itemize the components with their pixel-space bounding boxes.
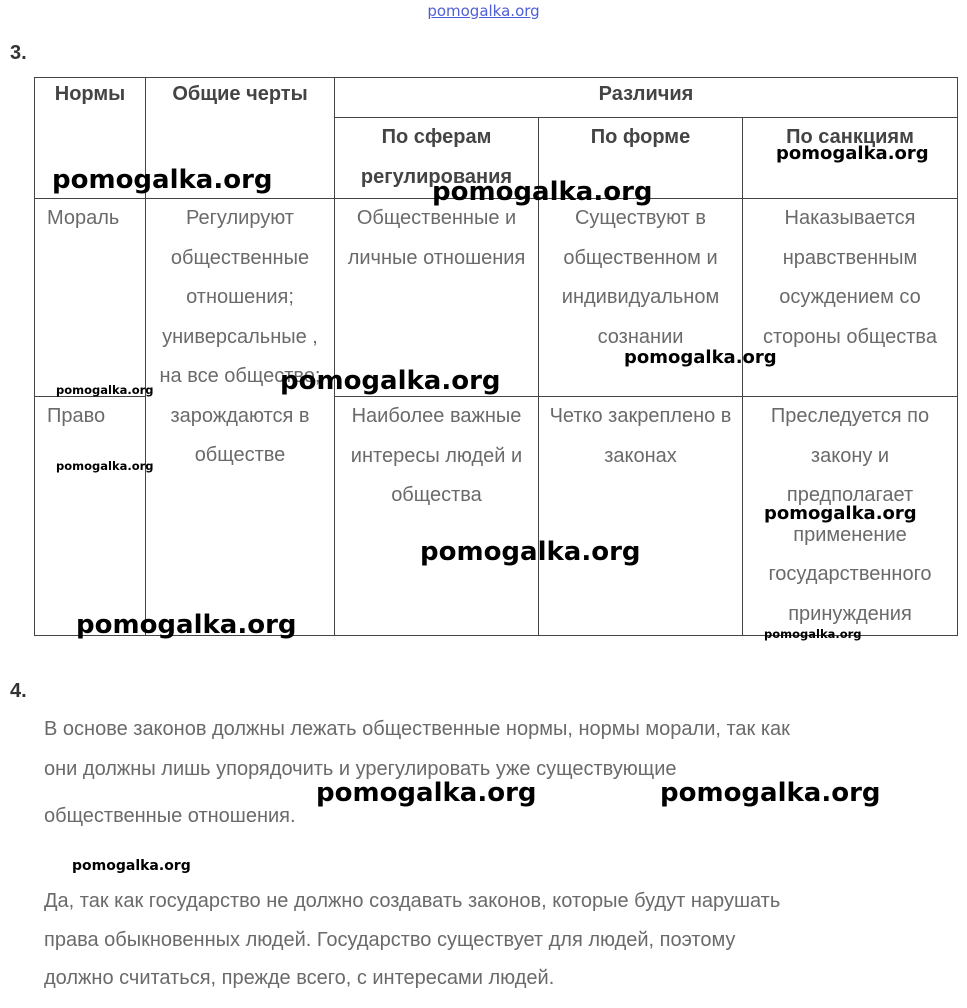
common-features-cell: Регулируют общественные отношения; универсальные , на все общество; зарождаются в обществе <box>146 199 335 636</box>
watermark: pomogalka.org <box>56 459 154 473</box>
paragraph-1-line-2: они должны лишь упорядочить и урегулировать уже существующие <box>44 758 677 780</box>
watermark: pomogalka.org <box>316 778 537 808</box>
paragraph-1-line-1: В основе законов должны лежать общественные нормы, нормы морали, так как <box>44 718 790 740</box>
header-form: По форме <box>539 118 743 199</box>
morality-sanction: Наказывается нравственным осуждением со стороны общества <box>743 199 958 397</box>
law-form: Четко закреплено в законах <box>539 397 743 636</box>
header-norms: Нормы <box>35 78 146 199</box>
header-spheres: По сферам регулирования <box>335 118 539 199</box>
watermark: pomogalka.org <box>776 143 929 164</box>
paragraph-2-line-2: права обыкновенных людей. Государство существует для людей, поэтому <box>44 929 736 951</box>
paragraph-2-line-1: Да, так как государство не должно создавать законов, которые будут нарушать <box>44 890 781 912</box>
section-4-number: 4. <box>10 680 27 702</box>
watermark: pomogalka.org <box>56 383 154 397</box>
law-sphere: Наиболее важные интересы людей и общества <box>335 397 539 636</box>
law-sanction: Преследуется по закону и предполагает применение государственного принуждения <box>743 397 958 636</box>
header-sanctions: По санкциям <box>743 118 958 199</box>
watermark: pomogalka.org <box>72 858 191 874</box>
watermark: pomogalka.org <box>280 366 501 396</box>
norm-morality: Мораль <box>35 199 146 397</box>
header-differences: Различия <box>335 78 958 118</box>
watermark: pomogalka.org <box>76 610 297 640</box>
watermark: pomogalka.org <box>660 778 881 808</box>
watermark: pomogalka.org <box>624 347 777 368</box>
watermark: pomogalka.org <box>764 503 917 524</box>
paragraph-1-line-3: общественные отношения. <box>44 805 296 827</box>
watermark: pomogalka.org <box>432 177 653 207</box>
watermark: pomogalka.org <box>420 537 641 567</box>
norm-law: Право <box>35 397 146 636</box>
morality-sphere: Общественные и личные отношения <box>335 199 539 397</box>
section-3-number: 3. <box>10 42 27 64</box>
morality-form: Существуют в общественном и индивидуальном сознании <box>539 199 743 397</box>
site-link[interactable]: pomogalka.org <box>427 2 540 20</box>
watermark: pomogalka.org <box>52 165 273 195</box>
watermark: pomogalka.org <box>764 627 862 641</box>
paragraph-2-line-3: должно считаться, прежде всего, с интересами людей. <box>44 967 555 989</box>
header-common-features: Общие черты <box>146 78 335 199</box>
